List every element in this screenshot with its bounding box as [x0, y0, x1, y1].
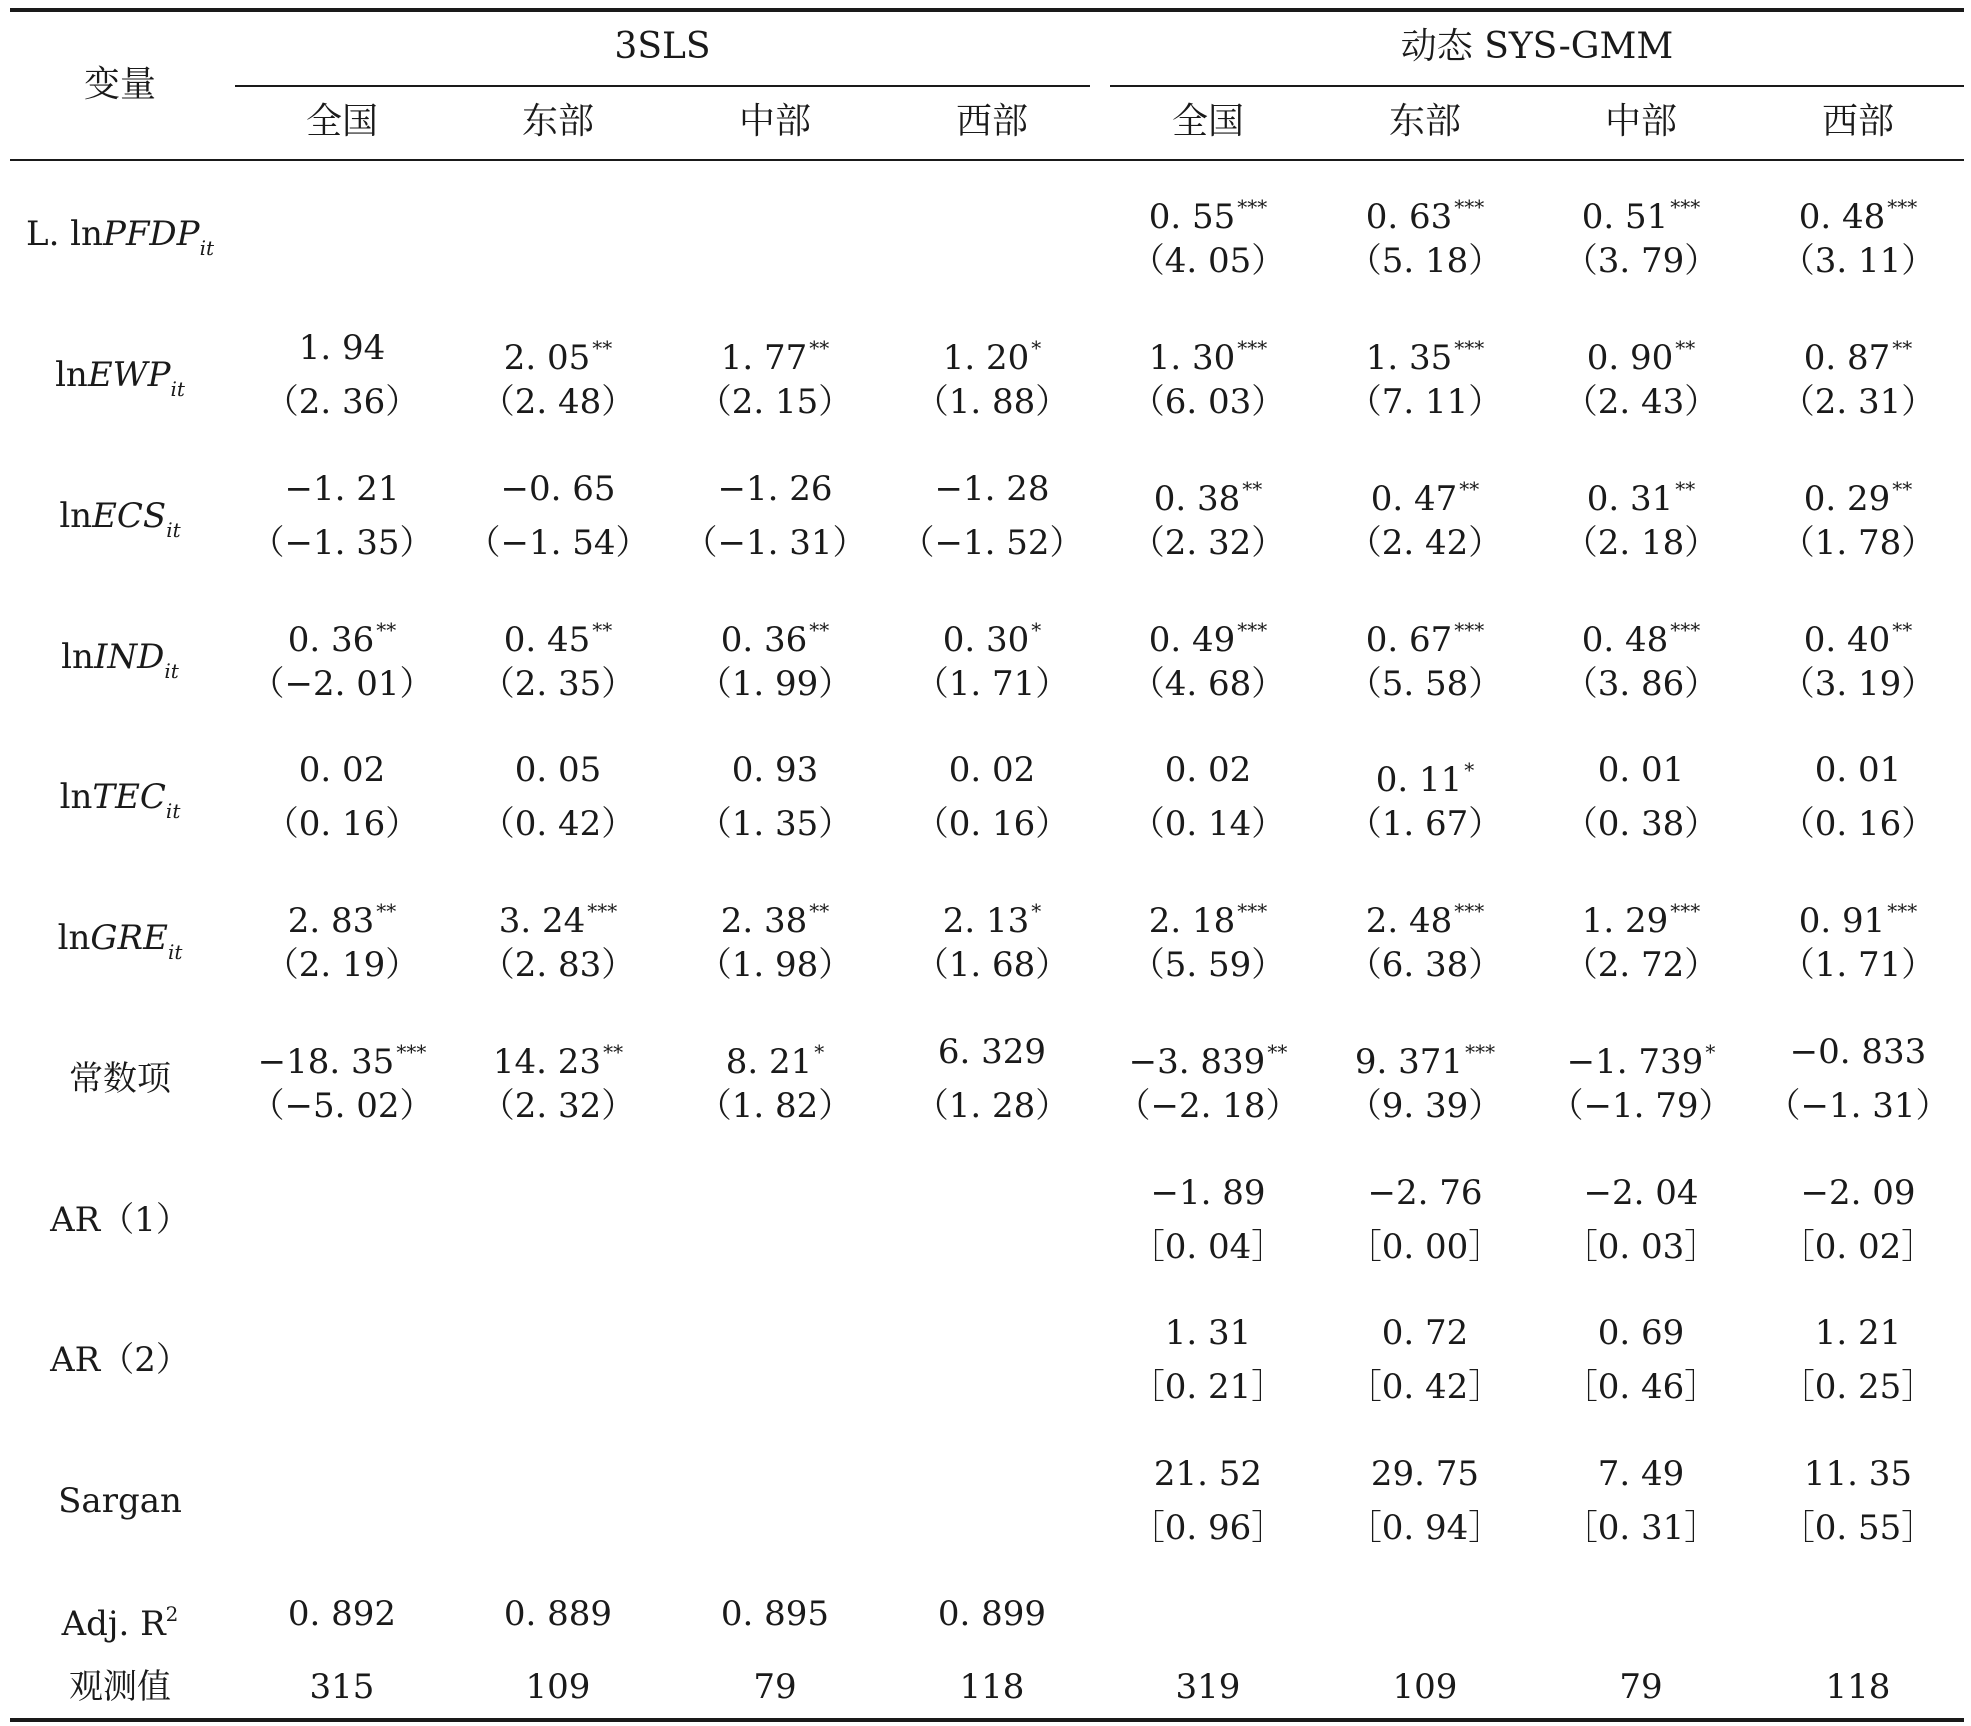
significance-stars: ***: [1454, 618, 1485, 642]
observation-count: 79: [753, 1667, 797, 1707]
variable-label: L. lnPFDP$_{it}$: [25, 214, 214, 260]
statistic: （5. 18）: [1347, 241, 1503, 281]
table-cell: [453, 603, 663, 711]
statistic: （2. 35）: [480, 664, 636, 704]
coefficient: 0. 49 ***: [1148, 618, 1268, 660]
observation-count: 315: [309, 1667, 375, 1707]
observation-count: 319: [1175, 1667, 1241, 1707]
table-cell: [1753, 1166, 1963, 1274]
coefficient: 0. 55 ***: [1148, 195, 1268, 237]
coefficient: −1. 739 *: [1566, 1040, 1716, 1082]
statistic: ［0. 94］: [1347, 1508, 1503, 1548]
significance-stars: ***: [1237, 195, 1268, 219]
statistic: （2. 31）: [1780, 382, 1936, 422]
column-header: 中部: [738, 101, 811, 142]
column-header: 西部: [955, 101, 1028, 142]
coefficient: −2. 76: [1367, 1173, 1483, 1213]
coefficient: 29. 75: [1370, 1454, 1480, 1494]
table-cell: [237, 603, 447, 711]
table-cell: [453, 743, 663, 851]
statistic: （6. 38）: [1347, 945, 1503, 985]
observation-count: 79: [1619, 1667, 1663, 1707]
table-cell: [1536, 1025, 1746, 1133]
coefficient: 1. 30 ***: [1148, 336, 1268, 378]
significance-stars: ***: [1887, 195, 1918, 219]
significance-stars: **: [1675, 477, 1696, 501]
table-cell: [670, 462, 880, 570]
variable-label: AR（2）: [50, 1340, 190, 1380]
table-cell: [1536, 462, 1746, 570]
coefficient: 2. 38 **: [720, 899, 830, 941]
statistic: （3. 19）: [1780, 664, 1936, 704]
table-cell: [1753, 743, 1963, 851]
table-cell: [1103, 743, 1313, 851]
statistic: （2. 32）: [1130, 523, 1286, 563]
significance-stars: *: [814, 1040, 825, 1064]
table-cell: [887, 884, 1097, 992]
coefficient: 7. 49: [1597, 1454, 1685, 1494]
statistic: （2. 15）: [697, 382, 853, 422]
table-cell: [1103, 321, 1313, 429]
coefficient: 2. 18 ***: [1148, 899, 1268, 941]
coefficient: 11. 35: [1803, 1454, 1913, 1494]
adj-r2-value: 0. 892: [287, 1594, 397, 1634]
statistic: （−1. 54）: [466, 523, 650, 563]
coefficient: 6. 329: [937, 1032, 1047, 1072]
significance-stars: **: [592, 336, 613, 360]
header-group-3sls: 3SLS: [614, 26, 711, 67]
significance-stars: **: [603, 1040, 624, 1064]
coefficient: 3. 24 ***: [498, 899, 618, 941]
table-cell: [1320, 884, 1530, 992]
column-header: 东部: [521, 101, 594, 142]
table-cell: [237, 1025, 447, 1133]
table-cell: [670, 884, 880, 992]
statistic: （1. 99）: [697, 664, 853, 704]
statistic: ［0. 02］: [1780, 1227, 1936, 1267]
coefficient: 0. 11 *: [1375, 758, 1475, 800]
statistic: （−1. 31）: [683, 523, 867, 563]
table-cell: [237, 884, 447, 992]
coefficient: 0. 40 **: [1803, 618, 1913, 660]
column-header: 西部: [1821, 101, 1894, 142]
statistic: （5. 59）: [1130, 945, 1286, 985]
significance-stars: **: [376, 899, 397, 923]
coefficient: 0. 48 ***: [1581, 618, 1701, 660]
table-cell: [1536, 1306, 1746, 1414]
statistic: （0. 14）: [1130, 804, 1286, 844]
table-cell: [453, 321, 663, 429]
table-cell: [1536, 321, 1746, 429]
coefficient: 0. 02: [1164, 750, 1252, 790]
variable-label: lnECS$_{it}$: [59, 496, 181, 542]
table-cell: [1536, 180, 1746, 288]
statistic: （9. 39）: [1347, 1086, 1503, 1126]
table-cell: [670, 1025, 880, 1133]
significance-stars: ***: [1454, 899, 1485, 923]
statistic: （−1. 31）: [1766, 1086, 1950, 1126]
table-cell: [670, 743, 880, 851]
coefficient: 1. 35 ***: [1365, 336, 1485, 378]
group-underline-gmm: [1110, 85, 1964, 87]
statistic: （3. 11）: [1780, 241, 1936, 281]
adj-r2-value: 0. 895: [720, 1594, 830, 1634]
coefficient: 1. 31: [1164, 1313, 1252, 1353]
statistic: （−1. 35）: [250, 523, 434, 563]
table-cell: [887, 321, 1097, 429]
statistic: （0. 16）: [264, 804, 420, 844]
statistic: （0. 42）: [480, 804, 636, 844]
variable-label: lnIND$_{it}$: [61, 637, 179, 683]
table-cell: [1103, 1166, 1313, 1274]
header-variable-label: 变量: [83, 64, 156, 105]
statistic: ［0. 00］: [1347, 1227, 1503, 1267]
table-cell: [1103, 180, 1313, 288]
significance-stars: ***: [1887, 899, 1918, 923]
table-cell: [1753, 884, 1963, 992]
statistic: （−2. 01）: [250, 664, 434, 704]
statistic: （1. 78）: [1780, 523, 1936, 563]
statistic: （1. 88）: [914, 382, 1070, 422]
table-cell: [1103, 1025, 1313, 1133]
table-cell: [1536, 743, 1746, 851]
significance-stars: **: [1892, 477, 1913, 501]
coefficient: 0. 01: [1597, 750, 1685, 790]
significance-stars: ***: [1454, 195, 1485, 219]
coefficient: 0. 87 **: [1803, 336, 1913, 378]
statistic: （1. 71）: [1780, 945, 1936, 985]
significance-stars: ***: [1670, 195, 1701, 219]
statistic: （1. 71）: [914, 664, 1070, 704]
table-cell: [1320, 743, 1530, 851]
coefficient: 0. 91 ***: [1798, 899, 1918, 941]
significance-stars: ***: [1670, 618, 1701, 642]
significance-stars: **: [376, 618, 397, 642]
coefficient: 0. 72: [1381, 1313, 1469, 1353]
table-cell: [1753, 321, 1963, 429]
table-cell: [1753, 1025, 1963, 1133]
coefficient: 1. 20 *: [942, 336, 1042, 378]
table-cell: [670, 603, 880, 711]
observation-count: 109: [525, 1667, 591, 1707]
coefficient: −3. 839 **: [1128, 1040, 1288, 1082]
table-cell: [1753, 462, 1963, 570]
table-cell: [1536, 1166, 1746, 1274]
table-cell: [1320, 1306, 1530, 1414]
statistic: （−1. 52）: [900, 523, 1084, 563]
column-header: 中部: [1604, 101, 1677, 142]
statistic: （5. 58）: [1347, 664, 1503, 704]
table-cell: [1536, 1447, 1746, 1555]
statistic: （1. 28）: [914, 1086, 1070, 1126]
coefficient: −18. 35 ***: [257, 1040, 427, 1082]
coefficient: 0. 36 **: [287, 618, 397, 660]
coefficient: 0. 38 **: [1153, 477, 1263, 519]
significance-stars: ***: [1237, 899, 1268, 923]
coefficient: 0. 30 *: [942, 618, 1042, 660]
table-cell: [1320, 1447, 1530, 1555]
coefficient: 0. 02: [948, 750, 1036, 790]
statistic: （−1. 79）: [1549, 1086, 1733, 1126]
table-cell: [887, 1025, 1097, 1133]
coefficient: 2. 05 **: [503, 336, 613, 378]
significance-stars: ***: [587, 899, 618, 923]
table-cell: [887, 462, 1097, 570]
significance-stars: **: [809, 618, 830, 642]
coefficient: −0. 65: [500, 469, 616, 509]
significance-stars: **: [1675, 336, 1696, 360]
statistic: （2. 48）: [480, 382, 636, 422]
table-cell: [1753, 1306, 1963, 1414]
coefficient: 2. 48 ***: [1365, 899, 1485, 941]
statistic: （0. 16）: [1780, 804, 1936, 844]
table-cell: [1320, 603, 1530, 711]
column-header: 东部: [1388, 101, 1461, 142]
table-cell: [1103, 1447, 1313, 1555]
statistic: （1. 35）: [697, 804, 853, 844]
top-rule: [10, 8, 1964, 12]
statistic: （2. 83）: [480, 945, 636, 985]
significance-stars: *: [1705, 1040, 1716, 1064]
table-cell: [670, 321, 880, 429]
coefficient: 8. 21 *: [725, 1040, 825, 1082]
significance-stars: ***: [1237, 618, 1268, 642]
significance-stars: **: [1242, 477, 1263, 501]
statistic: ［0. 31］: [1563, 1508, 1719, 1548]
significance-stars: **: [1892, 618, 1913, 642]
table-cell: [887, 603, 1097, 711]
table-cell: [1753, 180, 1963, 288]
coefficient: 0. 51 ***: [1581, 195, 1701, 237]
header-group-gmm: 动态 SYS-GMM: [1400, 26, 1674, 67]
table-cell: [1320, 462, 1530, 570]
adj-r2-value: 0. 889: [503, 1594, 613, 1634]
significance-stars: ***: [1465, 1040, 1496, 1064]
statistic: （1. 82）: [697, 1086, 853, 1126]
coefficient: 0. 69: [1597, 1313, 1685, 1353]
table-cell: [1320, 321, 1530, 429]
observation-count: 118: [1825, 1667, 1891, 1707]
significance-stars: **: [809, 336, 830, 360]
table-cell: [1103, 884, 1313, 992]
table-cell: [453, 462, 663, 570]
coefficient: 0. 47 **: [1370, 477, 1480, 519]
coefficient: 0. 90 **: [1586, 336, 1696, 378]
significance-stars: **: [1267, 1040, 1288, 1064]
significance-stars: **: [809, 899, 830, 923]
coefficient: −0. 833: [1789, 1032, 1927, 1072]
significance-stars: ***: [1670, 899, 1701, 923]
coefficient: 0. 01: [1814, 750, 1902, 790]
table-cell: [237, 321, 447, 429]
table-cell: [887, 743, 1097, 851]
coefficient: 0. 45 **: [503, 618, 613, 660]
coefficient: 0. 31 **: [1586, 477, 1696, 519]
table-cell: [1103, 462, 1313, 570]
table-cell: [1753, 603, 1963, 711]
statistic: （4. 68）: [1130, 664, 1286, 704]
coefficient: −1. 26: [717, 469, 833, 509]
statistic: （0. 16）: [914, 804, 1070, 844]
coefficient: 9. 371 ***: [1354, 1040, 1496, 1082]
significance-stars: *: [1464, 758, 1475, 782]
statistic: （4. 05）: [1130, 241, 1286, 281]
coefficient: 0. 63 ***: [1365, 195, 1485, 237]
coefficient: 14. 23 **: [492, 1040, 624, 1082]
adj-r2-value: 0. 899: [937, 1594, 1047, 1634]
table-cell: [237, 743, 447, 851]
table-cell: [453, 884, 663, 992]
coefficient: −1. 28: [934, 469, 1050, 509]
variable-label-observations: 观测值: [69, 1667, 171, 1707]
coefficient: 0. 48 ***: [1798, 195, 1918, 237]
bottom-rule: [10, 1718, 1964, 1722]
column-header: 全国: [305, 101, 378, 142]
statistic: （2. 43）: [1563, 382, 1719, 422]
observation-count: 118: [959, 1667, 1025, 1707]
statistic: （2. 36）: [264, 382, 420, 422]
coefficient: 2. 83 **: [287, 899, 397, 941]
statistic: （2. 19）: [264, 945, 420, 985]
significance-stars: ***: [1237, 336, 1268, 360]
statistic: （6. 03）: [1130, 382, 1286, 422]
statistic: ［0. 42］: [1347, 1367, 1503, 1407]
statistic: （3. 79）: [1563, 241, 1719, 281]
significance-stars: *: [1031, 618, 1042, 642]
header-rule: [10, 159, 1964, 161]
statistic: （1. 68）: [914, 945, 1070, 985]
table-cell: [237, 462, 447, 570]
coefficient: −2. 09: [1800, 1173, 1916, 1213]
table-cell: [1320, 1025, 1530, 1133]
coefficient: 1. 77 **: [720, 336, 830, 378]
table-cell: [1103, 603, 1313, 711]
table-cell: [1320, 1166, 1530, 1274]
significance-stars: **: [1459, 477, 1480, 501]
statistic: ［0. 03］: [1563, 1227, 1719, 1267]
significance-stars: *: [1031, 336, 1042, 360]
coefficient: 2. 13 *: [942, 899, 1042, 941]
observation-count: 109: [1392, 1667, 1458, 1707]
table-cell: [1103, 1306, 1313, 1414]
table-cell: [453, 1025, 663, 1133]
statistic: （1. 67）: [1347, 804, 1503, 844]
coefficient: 1. 94: [298, 328, 386, 368]
variable-label: lnEWP$_{it}$: [55, 355, 185, 401]
table-cell: [1536, 603, 1746, 711]
statistic: （0. 38）: [1563, 804, 1719, 844]
coefficient: −1. 89: [1150, 1173, 1266, 1213]
column-header: 全国: [1171, 101, 1244, 142]
variable-label: lnTEC$_{it}$: [59, 777, 181, 823]
variable-label-adj-r2: Adj. $R^2$: [61, 1602, 179, 1644]
coefficient: −2. 04: [1583, 1173, 1699, 1213]
statistic: （1. 98）: [697, 945, 853, 985]
statistic: ［0. 21］: [1130, 1367, 1286, 1407]
coefficient: 0. 93: [731, 750, 819, 790]
group-underline-3sls: [235, 85, 1090, 87]
statistic: ［0. 55］: [1780, 1508, 1936, 1548]
statistic: ［0. 04］: [1130, 1227, 1286, 1267]
coefficient: 0. 05: [514, 750, 602, 790]
statistic: （7. 11）: [1347, 382, 1503, 422]
statistic: （3. 86）: [1563, 664, 1719, 704]
statistic: （2. 42）: [1347, 523, 1503, 563]
statistic: （2. 18）: [1563, 523, 1719, 563]
statistic: （2. 72）: [1563, 945, 1719, 985]
table-cell: [1536, 884, 1746, 992]
statistic: （−5. 02）: [250, 1086, 434, 1126]
coefficient: 1. 21: [1814, 1313, 1902, 1353]
coefficient: −1. 21: [284, 469, 400, 509]
table-cell: [1753, 1447, 1963, 1555]
statistic: ［0. 46］: [1563, 1367, 1719, 1407]
coefficient: 0. 36 **: [720, 618, 830, 660]
coefficient: 1. 29 ***: [1581, 899, 1701, 941]
variable-label: AR（1）: [50, 1200, 190, 1240]
statistic: （2. 32）: [480, 1086, 636, 1126]
variable-label: lnGRE$_{it}$: [57, 918, 183, 964]
coefficient: 21. 52: [1153, 1454, 1263, 1494]
significance-stars: **: [592, 618, 613, 642]
statistic: （−2. 18）: [1116, 1086, 1300, 1126]
variable-label: 常数项: [69, 1059, 171, 1099]
coefficient: 0. 02: [298, 750, 386, 790]
significance-stars: ***: [1454, 336, 1485, 360]
statistic: ［0. 25］: [1780, 1367, 1936, 1407]
coefficient: 0. 67 ***: [1365, 618, 1485, 660]
statistic: ［0. 96］: [1130, 1508, 1286, 1548]
significance-stars: **: [1892, 336, 1913, 360]
significance-stars: ***: [396, 1040, 427, 1064]
coefficient: 0. 29 **: [1803, 477, 1913, 519]
variable-label: Sargan: [58, 1481, 182, 1521]
significance-stars: *: [1031, 899, 1042, 923]
table-cell: [1320, 180, 1530, 288]
